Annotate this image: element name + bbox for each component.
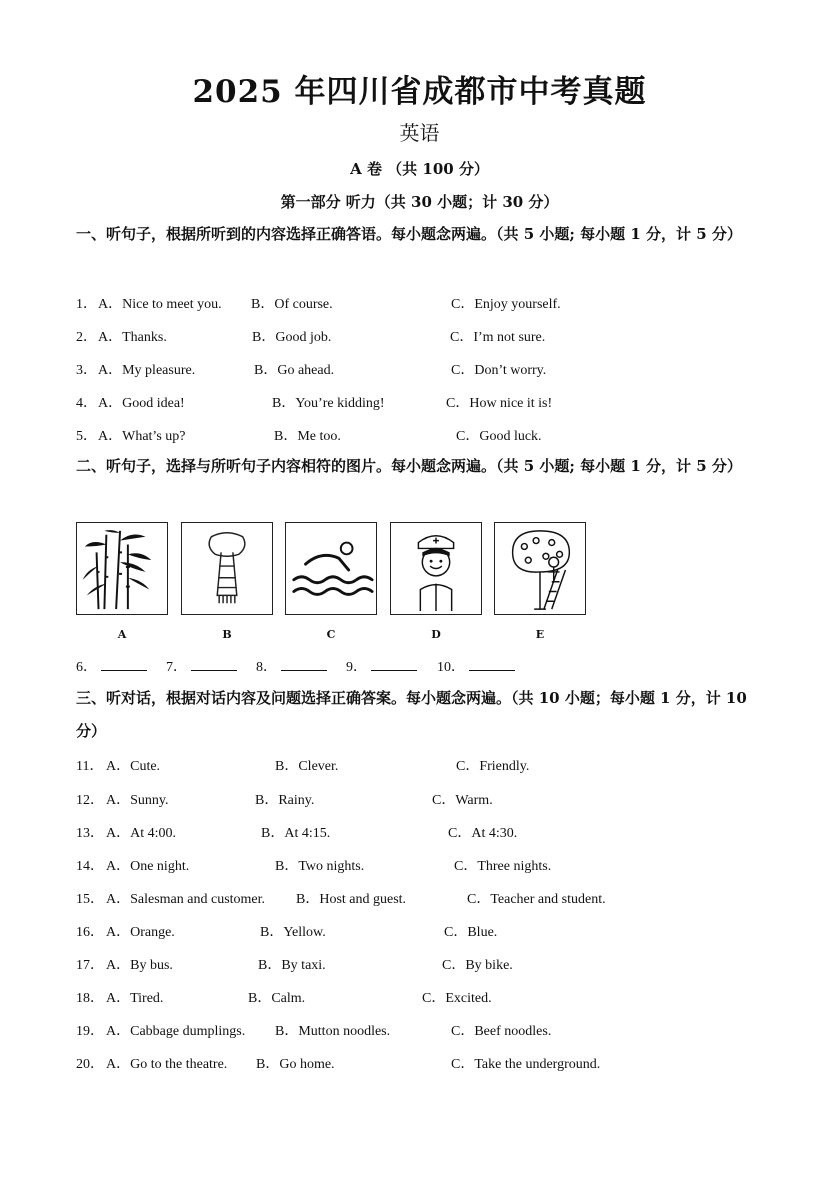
part-heading: 第一部分 听力（共 30 小题；计 30 分） [280, 193, 559, 211]
option-b: B．Go home. [256, 1057, 335, 1072]
question-number: 4． [76, 396, 97, 411]
option-c: C．Three nights. [454, 859, 552, 874]
option-a: A．What’s up? [98, 429, 186, 444]
question-number: 3． [76, 363, 97, 378]
question-number: 2． [76, 330, 97, 345]
swimming-icon [285, 522, 377, 615]
blank-item[interactable]: 10． [437, 656, 515, 676]
option-c: C．Excited. [422, 991, 492, 1006]
bamboo-icon [76, 522, 168, 615]
section-3-instructions: 三、听对话，根据对话内容及问题选择正确答案。每小题念两遍。（共 10 小题；每小题 1 分，计 10 分） [76, 689, 747, 740]
scarf-icon [181, 522, 273, 615]
question-number: 13． [76, 826, 104, 841]
option-a: A．At 4:00. [106, 826, 176, 841]
option-b: B．Go ahead. [254, 363, 335, 378]
option-a: A．My pleasure. [98, 363, 196, 378]
option-a: A．By bus. [106, 958, 173, 973]
option-a: A．Cute. [106, 759, 161, 774]
option-c: C．Teacher and student. [467, 892, 606, 907]
option-a: A．Orange. [106, 925, 175, 940]
option-b: B．You’re kidding! [272, 396, 385, 411]
question-number: 5． [76, 429, 97, 444]
option-b: B．By taxi. [258, 958, 326, 973]
volume-heading: A 卷 （共 100 分） [350, 160, 489, 178]
question-number: 12． [76, 793, 104, 808]
question-number: 11． [76, 759, 104, 774]
option-c: C．Take the underground. [451, 1057, 601, 1072]
option-c: C．Enjoy yourself. [451, 297, 561, 312]
picture-label: B [222, 628, 232, 641]
question-number: 14． [76, 859, 104, 874]
apple-picking-icon [494, 522, 586, 615]
option-b: B．Calm. [248, 991, 306, 1006]
option-a: A．Cabbage dumplings. [106, 1024, 246, 1039]
blank-item[interactable]: 9． [346, 656, 417, 676]
question-number: 19． [76, 1024, 104, 1039]
option-b: B．Rainy. [255, 793, 315, 808]
blank-item[interactable]: 8． [256, 656, 327, 676]
section-1-instructions: 一、听句子，根据所听到的内容选择正确答语。每小题念两遍。（共 5 小题; 每小题 1 分，计 5 分） [76, 225, 742, 243]
question-number: 15． [76, 892, 104, 907]
option-c: C．How nice it is! [446, 396, 553, 411]
picture-label: C [326, 628, 336, 641]
question-number: 1． [76, 297, 97, 312]
option-b: B．Yellow. [260, 925, 326, 940]
page-title: 2025 年四川省成都市中考真题 [192, 74, 647, 110]
option-c: C．Don’t worry. [451, 363, 547, 378]
option-b: B．At 4:15. [261, 826, 331, 841]
option-c: C．Blue. [444, 925, 498, 940]
question-number: 16． [76, 925, 104, 940]
option-c: C．Good luck. [456, 429, 542, 444]
section-2-instructions: 二、听句子，选择与所听句子内容相符的图片。每小题念两遍。（共 5 小题; 每小题 1 分，计 5 分） [76, 457, 742, 475]
option-c: C．Beef noodles. [451, 1024, 552, 1039]
blank-item[interactable]: 6． [76, 656, 147, 676]
option-c: C．I’m not sure. [450, 330, 546, 345]
question-number: 17． [76, 958, 104, 973]
option-a: A．Nice to meet you. [98, 297, 222, 312]
option-b: B．Mutton noodles. [275, 1024, 391, 1039]
question-number: 20． [76, 1057, 104, 1072]
option-c: C．Warm. [432, 793, 493, 808]
option-b: B．Of course. [251, 297, 333, 312]
blank-item[interactable]: 7． [166, 656, 237, 676]
option-a: A．Go to the theatre. [106, 1057, 228, 1072]
picture-label: D [431, 628, 441, 641]
option-b: B．Good job. [252, 330, 332, 345]
option-a: A．Salesman and customer. [106, 892, 266, 907]
subject-heading: 英语 [399, 121, 440, 145]
option-b: B．Host and guest. [296, 892, 407, 907]
option-b: B．Two nights. [275, 859, 365, 874]
picture-label: E [535, 628, 545, 641]
picture-options [76, 522, 596, 647]
option-b: B．Clever. [275, 759, 339, 774]
option-c: C．By bike. [442, 958, 513, 973]
option-a: A．One night. [106, 859, 190, 874]
option-a: A．Sunny. [106, 793, 169, 808]
option-a: A．Thanks. [98, 330, 167, 345]
option-a: A．Tired. [106, 991, 164, 1006]
option-c: C．At 4:30. [448, 826, 518, 841]
picture-label: A [117, 628, 127, 641]
option-c: C．Friendly. [456, 759, 530, 774]
option-b: B．Me too. [274, 429, 341, 444]
question-number: 18． [76, 991, 104, 1006]
nurse-icon [390, 522, 482, 615]
option-a: A．Good idea! [98, 396, 185, 411]
